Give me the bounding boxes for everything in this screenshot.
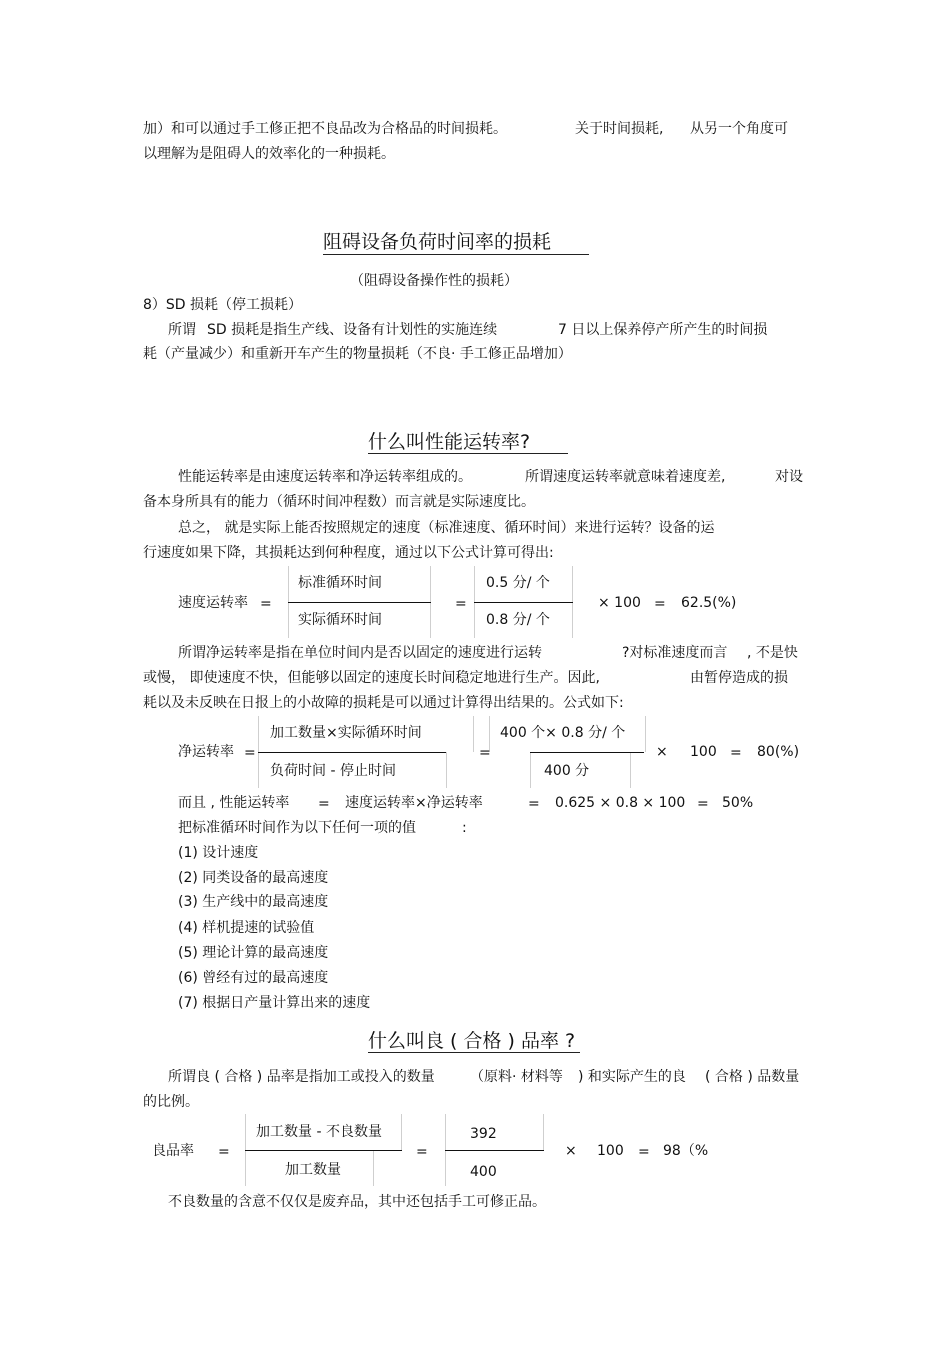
formula2-fraction-bar-2 — [530, 752, 644, 753]
formula2-equals-3: = — [730, 745, 742, 761]
formula1-numerator-value: 0.5 分/ 个 — [486, 575, 550, 591]
formula4-equals: = — [218, 1144, 230, 1160]
section1-p1b: SD 损耗是指生产线、设备有计划性的实施连续 — [207, 322, 498, 338]
section3-p3: 不良数量的含意不仅仅是废弃品，其中还包括手工可修正品。 — [168, 1194, 546, 1210]
section2-p5b: ?对标准速度而言 — [622, 645, 728, 661]
formula4-denominator: 加工数量 — [285, 1162, 341, 1178]
formula4-denominator-value: 400 — [470, 1164, 497, 1180]
formula3-result: 50% — [722, 795, 754, 811]
formula4-fraction-bar — [245, 1150, 402, 1151]
formula4-label: 良品率 — [152, 1143, 194, 1159]
formula2-grid-line — [473, 716, 474, 752]
formula3-calc: 0.625 × 0.8 × 100 — [555, 795, 686, 811]
section2-title: 什么叫性能运转率? — [368, 431, 531, 453]
formula4-result: 98（% — [663, 1143, 709, 1159]
section2-p6: 或慢， 即使速度不快，但能够以固定的速度长时间稳定地进行生产。因此, — [143, 670, 600, 686]
top-line-2: 以理解为是阻碍人的效率化的一种损耗。 — [143, 146, 395, 162]
list-item: (6) 曾经有过的最高速度 — [178, 970, 329, 986]
section3-p2: 的比例。 — [143, 1094, 199, 1110]
formula2-denominator: 负荷时间 - 停止时间 — [270, 763, 396, 779]
formula2-numerator-value: 400 个× 0.8 分/ 个 — [500, 725, 626, 741]
formula2-label: 净运转率 — [178, 744, 234, 760]
section1-p1a: 所谓 — [168, 322, 196, 338]
formula2-hundred: 100 — [690, 744, 717, 760]
section2-title-underline — [368, 453, 568, 454]
formula4-fraction-bar-2 — [445, 1150, 544, 1151]
formula1-fraction-bar-2 — [474, 602, 573, 603]
list-item: (3) 生产线中的最高速度 — [178, 894, 329, 910]
formula2-equals-2: = — [479, 745, 491, 761]
section1-p2: 耗（产量减少）和重新开车产生的物量损耗（不良· 手工修正品增加） — [143, 346, 572, 362]
formula4-equals-3: = — [638, 1144, 650, 1160]
formula3-lhs: 而且 , 性能运转率 — [178, 795, 290, 811]
formula2-grid-line — [645, 716, 646, 752]
section2-p1b: 所谓速度运转率就意味着速度差, — [525, 469, 726, 485]
top-line-1b: 关于时间损耗, — [575, 121, 664, 137]
formula1-equals: = — [260, 596, 272, 612]
formula3-equals: = — [318, 796, 330, 812]
formula2-fraction-bar — [258, 752, 446, 753]
list-item: (7) 根据日产量计算出来的速度 — [178, 995, 371, 1011]
formula3-equals-2: = — [528, 796, 540, 812]
section3-title: 什么叫良 ( 合格 ) 品率 ? — [368, 1030, 576, 1052]
section3-title-underline — [368, 1052, 580, 1053]
formula2-grid-line — [630, 752, 631, 788]
formula1-label: 速度运转率 — [178, 595, 248, 611]
formula2-result: 80(%) — [757, 744, 800, 760]
formula4-times: × — [565, 1143, 577, 1159]
formula2-grid-line — [530, 752, 531, 788]
formula4-numerator-value: 392 — [470, 1126, 497, 1142]
top-line-1c: 从另一个角度可 — [690, 121, 788, 137]
section1-title-underline — [323, 254, 589, 255]
section2-p1c: 对设 — [775, 469, 803, 485]
formula3-expression: 速度运转率×净运转率 — [345, 795, 483, 811]
formula1-times: × 100 — [598, 595, 641, 611]
section3-p1c: ) 和实际产生的良 — [578, 1069, 686, 1085]
formula4-hundred: 100 — [597, 1143, 624, 1159]
section2-p1a: 性能运转率是由速度运转率和净运转率组成的。 — [178, 469, 472, 485]
section3-p1a: 所谓良 ( 合格 ) 品率是指加工或投入的数量 — [168, 1069, 435, 1085]
top-line-1a: 加）和可以通过手工修正把不良品改为合格品的时间损耗。 — [143, 121, 507, 137]
formula4-numerator: 加工数量 - 不良数量 — [256, 1124, 382, 1140]
section2-p7: 耗以及未反映在日报上的小故障的损耗是可以通过计算得出结果的。公式如下: — [143, 695, 624, 711]
list-item: (1) 设计速度 — [178, 845, 259, 861]
formula1-denominator-value: 0.8 分/ 个 — [486, 612, 550, 628]
section1-p1c: 7 日以上保养停产所产生的时间损 — [558, 322, 768, 338]
list-item: (2) 同类设备的最高速度 — [178, 870, 329, 886]
formula4-grid-line — [401, 1114, 402, 1150]
section3-p1b: （原料· 材料等 — [470, 1069, 563, 1085]
section3-p1d: ( 合格 ) 品数量 — [705, 1069, 800, 1085]
formula2-times: × — [656, 744, 668, 760]
section2-p6b: 由暂停造成的损 — [690, 670, 788, 686]
formula2-numerator: 加工数量×实际循环时间 — [270, 725, 422, 741]
section2-p5c: , 不是快 — [747, 645, 798, 661]
section1-item: 8）SD 损耗（停工损耗） — [143, 297, 303, 313]
formula2-equals: = — [244, 745, 256, 761]
formula4-equals-2: = — [416, 1144, 428, 1160]
formula1-result: 62.5(%) — [681, 595, 737, 611]
formula1-equals-3: = — [654, 596, 666, 612]
section2-p3: 总之， 就是实际上能否按照规定的速度（标准速度、循环时间）来进行运转？设备的运 — [178, 520, 715, 536]
formula2-denominator-value: 400 分 — [544, 763, 590, 779]
section2-p2: 备本身所具有的能力（循环时间冲程数）而言就是实际速度比。 — [143, 494, 535, 510]
list-intro: 把标准循环时间作为以下任何一项的值 — [178, 820, 416, 836]
formula1-numerator: 标准循环时间 — [298, 575, 382, 591]
formula3-equals-3: = — [697, 796, 709, 812]
section2-p4: 行速度如果下降，其损耗达到何种程度，通过以下公式计算可得出: — [143, 545, 554, 561]
formula1-denominator: 实际循环时间 — [298, 612, 382, 628]
formula2-grid-line — [446, 752, 447, 788]
list-intro-colon: : — [462, 820, 467, 836]
formula4-grid-line — [543, 1114, 544, 1150]
section2-p5a: 所谓净运转率是指在单位时间内是否以固定的速度进行运转 — [178, 645, 542, 661]
formula1-fraction-bar — [288, 602, 431, 603]
formula4-grid-line — [373, 1150, 374, 1186]
formula1-equals-2: = — [455, 596, 467, 612]
section1-subtitle: （阻碍设备操作性的损耗） — [350, 273, 518, 289]
section1-title: 阻碍设备负荷时间率的损耗 — [323, 231, 552, 253]
list-item: (4) 样机提速的试验值 — [178, 920, 315, 936]
list-item: (5) 理论计算的最高速度 — [178, 945, 329, 961]
